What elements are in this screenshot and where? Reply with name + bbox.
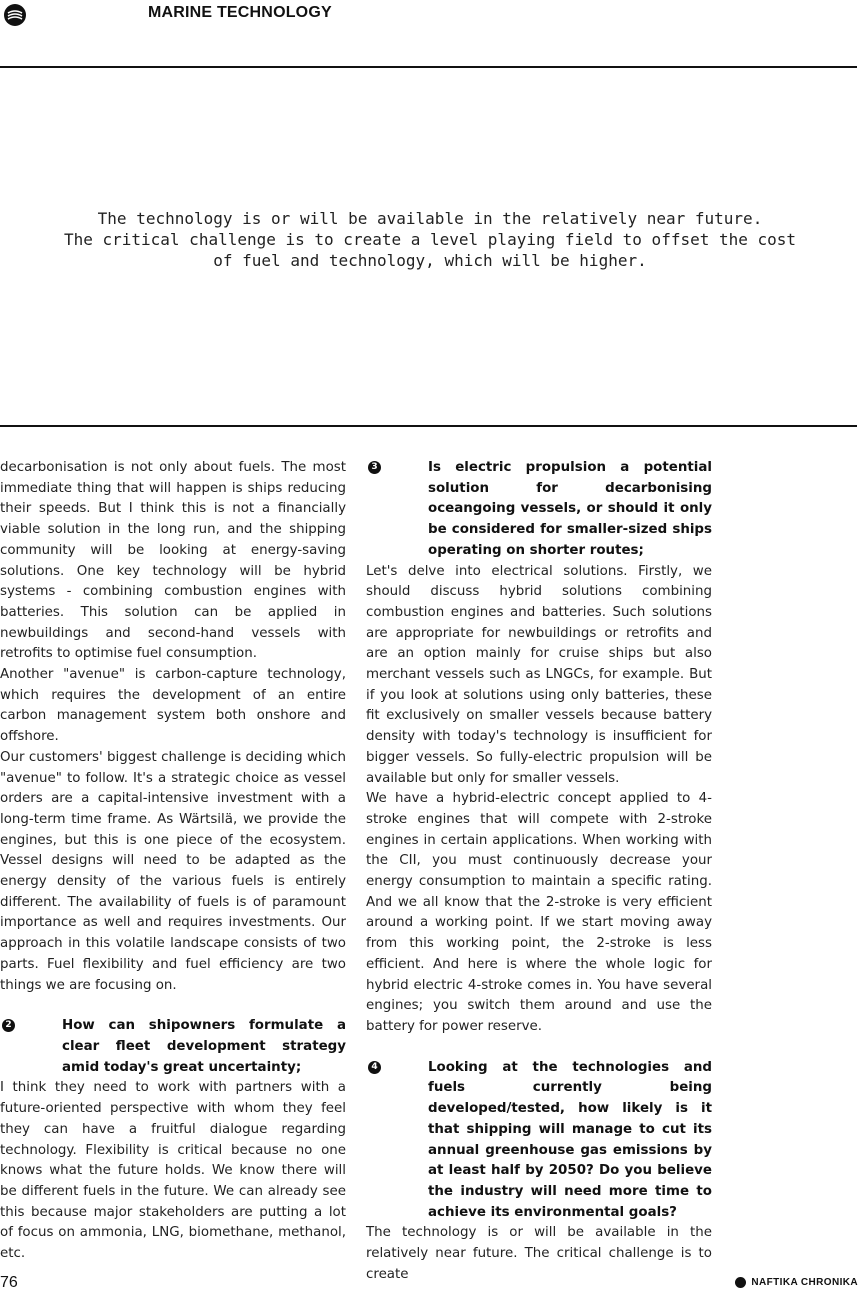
left-column [0, 458, 346, 1265]
pull-quote-divider [0, 425, 857, 427]
question-number-badge: 2 [2, 1019, 15, 1032]
naftika-dot-icon [735, 1277, 746, 1288]
footer-brand [735, 1277, 858, 1288]
question-text: How can shipowners formulate a clear fleet development strategy amid today's great uncertainty; [62, 1018, 346, 1075]
body-paragraph: The technology is or will be available in the relatively near future. The critical challenge is to create [366, 1225, 712, 1282]
pull-quote-line: The technology is or will be available in the relatively near future. [97, 209, 763, 228]
naftika-wave-icon [4, 4, 26, 26]
question-2 [0, 1016, 346, 1078]
body-paragraph: Another "avenue" is carbon-capture technology, which requires the development of an entire carbon management system both onshore and offshore. [0, 667, 346, 745]
section-title: MARINE TECHNOLOGY [148, 4, 332, 21]
right-column [366, 458, 712, 1285]
pull-quote-line: of fuel and technology, which will be higher. [213, 251, 647, 270]
page-number: 76 [0, 1274, 18, 1291]
brand-name: NAFTIKA CHRONIKA [751, 1277, 858, 1288]
body-paragraph: Let's delve into electrical solutions. Firstly, we should discuss hybrid solutions combining combustion engines and batteries. Such solutions are appropriate for newbuildings or retrofits and are an option mainly for cruise ships but also merchant vessels such as LNGCs, for example. But if you look at solutions using only batteries, these fit exclusively on smaller vessels because battery density with today's technology is insufficient for bigger vessels. So fully-electric propulsion will be available but only for smaller vessels. [366, 563, 712, 786]
question-number-badge: 3 [368, 461, 381, 474]
body-paragraph: We have a hybrid-electric concept applied to 4-stroke engines that will compete with 2-stroke engines in certain applications. When working with the CII, you must continuously decrease your energy consumption to maintain a specific rating. And we all know that the 2-stroke is very efficient around a working point. If we start moving away from this working point, the 2-stroke is less efficient. And here is where the whole logic for hybrid electric 4-stroke comes in. You have several engines; you switch them around and use the battery for power reserve. [366, 791, 712, 1034]
pull-quote [0, 208, 860, 271]
question-4 [366, 1058, 712, 1224]
question-number-badge: 4 [368, 1061, 381, 1074]
question-text: Is electric propulsion a potential solution for decarbonising oceangoing vessels, or should it only be considered for smaller-sized ships operating on shorter routes; [428, 460, 712, 558]
pull-quote-line: The critical challenge is to create a level playing field to offset the cost [63, 230, 797, 249]
body-paragraph: decarbonisation is not only about fuels. The most immediate thing that will happen is ships reducing their speeds. But I think this is not a financially viable solution in the long run, and the shipping community will be looking at energy-saving solutions. One key technology will be hybrid systems - combining combustion engines with batteries. This solution can be applied in newbuildings and second-hand vessels with retrofits to optimise fuel consumption. [0, 460, 346, 662]
question-3 [366, 458, 712, 562]
top-divider [0, 66, 857, 68]
body-paragraph: Our customers' biggest challenge is deciding which "avenue" to follow. It's a strategic choice as vessel orders are a capital-intensive investment with a long-term time frame. As Wärtsilä, we provide the engines, but this is one piece of the ecosystem. Vessel designs will need to be adapted as the energy density of the various fuels is entirely different. The availability of fuels is of paramount importance as well and requires investments. Our approach in this volatile landscape consists of two parts. Fuel flexibility and fuel efficiency are two things we are focusing on. [0, 749, 346, 993]
question-text: Looking at the technologies and fuels currently being developed/tested, how likely is it that shipping will manage to cut its annual greenhouse gas emissions by at least half by 2050? Do you believe the industry will need more time to achieve its environmental goals? [428, 1059, 712, 1220]
body-paragraph: I think they need to work with partners with a future-oriented perspective with whom they feel they can have a fruitful dialogue regarding technology. Flexibility is critical because no one knows what the future holds. We know there will be different fuels in the future. We can already see this because major stakeholders are putting a lot of focus on ammonia, LNG, biomethane, methanol, etc. [0, 1080, 346, 1262]
